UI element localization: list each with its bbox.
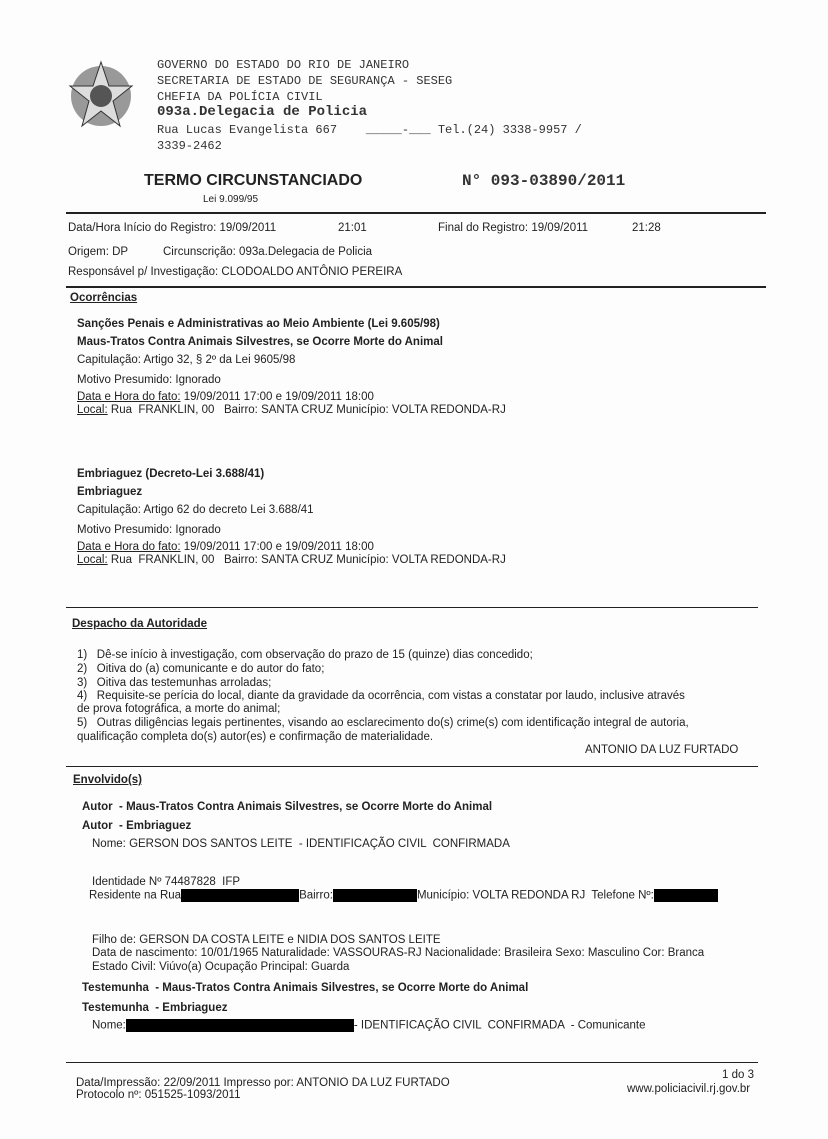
local: Rua FRANKLIN, 00 Bairro: SANTA CRUZ Município: VOLTA REDONDA-RJ [107,404,506,416]
despacho-line: 2) Oitiva do (a) comunicante e do autor do fato; [77,663,325,675]
divider [66,607,758,608]
footer-protocolo: Protocolo nº: 051525-1093/2011 [76,1089,241,1101]
motivo: Motivo Presumido: Ignorado [77,374,221,386]
registro-final-hora: 21:28 [632,222,661,234]
envolvidos-heading: Envolvido(s) [73,774,143,786]
despacho-line: 4) Requisite-se perícia do local, diante da gravidade da ocorrência, com vistas a constatar por laudo, inclusive através [77,690,685,702]
data-label: Data e Hora do fato: [77,541,181,553]
phone-2: 3339-2462 [157,139,222,153]
header-line-2: SECRETARIA DE ESTADO DE SEGURANÇA - SESEG [157,74,453,88]
motivo: Motivo Presumido: Ignorado [77,524,221,536]
ocorrencia-title: Embriaguez (Decreto-Lei 3.688/41) [77,468,265,480]
filiacao: Filho de: GERSON DA COSTA LEITE e NIDIA DOS SANTOS LEITE [92,934,441,946]
law-reference: Lei 9.099/95 [203,194,259,205]
autor-nome: Nome: GERSON DOS SANTOS LEITE - IDENTIFICAÇÃO CIVIL CONFIRMADA [92,838,510,850]
redaction [126,1019,354,1032]
despacho-line: qualificação completa do(s) autor(es) e confirmação de materialidade. [77,731,434,743]
testemunha-1: Testemunha - Maus-Tratos Contra Animais Silvestres, se Ocorre Morte do Animal [82,982,529,994]
redaction [654,889,718,902]
autor-1: Autor - Maus-Tratos Contra Animais Silvestres, se Ocorre Morte do Animal [82,801,493,813]
header-line-3: CHEFIA DA POLÍCIA CIVIL [157,90,323,104]
estado-civil: Estado Civil: Viúvo(a) Ocupação Principal: Guarda [92,961,350,973]
autor-2: Autor - Embriaguez [82,820,192,832]
identidade: Identidade Nº 74487828 IFP [92,876,241,888]
redaction [181,889,299,902]
capitulacao: Capitulação: Artigo 62 do decreto Lei 3.688/41 [77,504,314,516]
footer-impressao: Data/Impressão: 22/09/2011 Impresso por: ANTONIO DA LUZ FURTADO [76,1077,450,1089]
data-fato: 19/09/2011 17:00 e 19/09/2011 18:00 [180,541,374,553]
ocorrencias-heading: Ocorrências [70,292,138,304]
document-title: TERMO CIRCUNSTANCIADO [144,172,363,189]
data-label: Data e Hora do fato: [77,391,181,403]
capitulacao: Capitulação: Artigo 32, § 2º da Lei 9605/98 [77,354,296,366]
municipio: Município: VOLTA REDONDA RJ Telefone Nº: [416,889,654,902]
ocorrencia-title: Sanções Penais e Administrativas ao Meio Ambiente (Lei 9.605/98) [77,318,440,330]
residencia-line [89,889,718,902]
data-fato: 19/09/2011 17:00 e 19/09/2011 18:00 [180,391,374,403]
address: Rua Lucas Evangelista 667 _____-___ Tel.(24) 3338-9957 / [157,123,582,137]
despacho-line: de prova fotográfica, a morte do animal; [77,703,281,715]
divider [66,766,758,767]
circunscricao: Circunscrição: 093a.Delegacia de Policia [163,246,373,258]
identificacao: - IDENTIFICAÇÃO CIVIL CONFIRMADA - Comunicante [353,1019,646,1032]
nome-label: Nome: [92,1019,126,1032]
document-number: N° 093-03890/2011 [462,172,626,190]
registro-inicio-hora: 21:01 [338,222,367,234]
despacho-line: 1) Dê-se início à investigação, com observação do prazo de 15 (quinze) dias concedido; [77,649,533,661]
ocorrencia-sub: Embriaguez [77,486,143,498]
redaction [333,889,417,902]
responsavel: Responsável p/ Investigação: CLODOALDO ANTÔNIO PEREIRA [68,266,403,278]
despacho-signature: ANTONIO DA LUZ FURTADO [585,744,739,756]
nascimento: Data de nascimento: 10/01/1965 Naturalidade: VASSOURAS-RJ Nacionalidade: Brasileira Sexo: Masculino Cor: Branca [92,947,705,959]
delegacia-name: 093a.Delegacia de Policia [157,104,368,120]
local-label: Local: [77,554,108,566]
divider [66,1062,758,1063]
despacho-heading: Despacho da Autoridade [72,618,208,630]
residente-label: Residente na Rua [89,889,182,902]
divider [66,212,766,214]
page-number: 1 do 3 [722,1069,754,1081]
origem: Origem: DP [68,246,129,258]
ocorrencia-sub: Maus-Tratos Contra Animais Silvestres, se Ocorre Morte do Animal [77,336,443,348]
despacho-line: 5) Outras diligências legais pertinentes, visando ao esclarecimento do(s) crime(s) com identificação integral de autoria, [77,717,689,729]
testemunha-2: Testemunha - Embriaguez [82,1002,228,1014]
despacho-line: 3) Oitiva das testemunhas arroladas; [77,677,272,689]
divider [66,286,766,288]
registro-final: Final do Registro: 19/09/2011 [438,222,589,234]
bairro-label: Bairro: [299,889,333,902]
testemunha-nome-line [92,1019,645,1032]
header-line-1: GOVERNO DO ESTADO DO RIO DE JANEIRO [157,58,410,72]
local-label: Local: [77,404,108,416]
local: Rua FRANKLIN, 00 Bairro: SANTA CRUZ Município: VOLTA REDONDA-RJ [107,554,506,566]
website: www.policiacivil.rj.gov.br [627,1083,751,1095]
registro-inicio: Data/Hora Início do Registro: 19/09/2011 [68,222,277,234]
police-emblem-icon [68,58,134,138]
